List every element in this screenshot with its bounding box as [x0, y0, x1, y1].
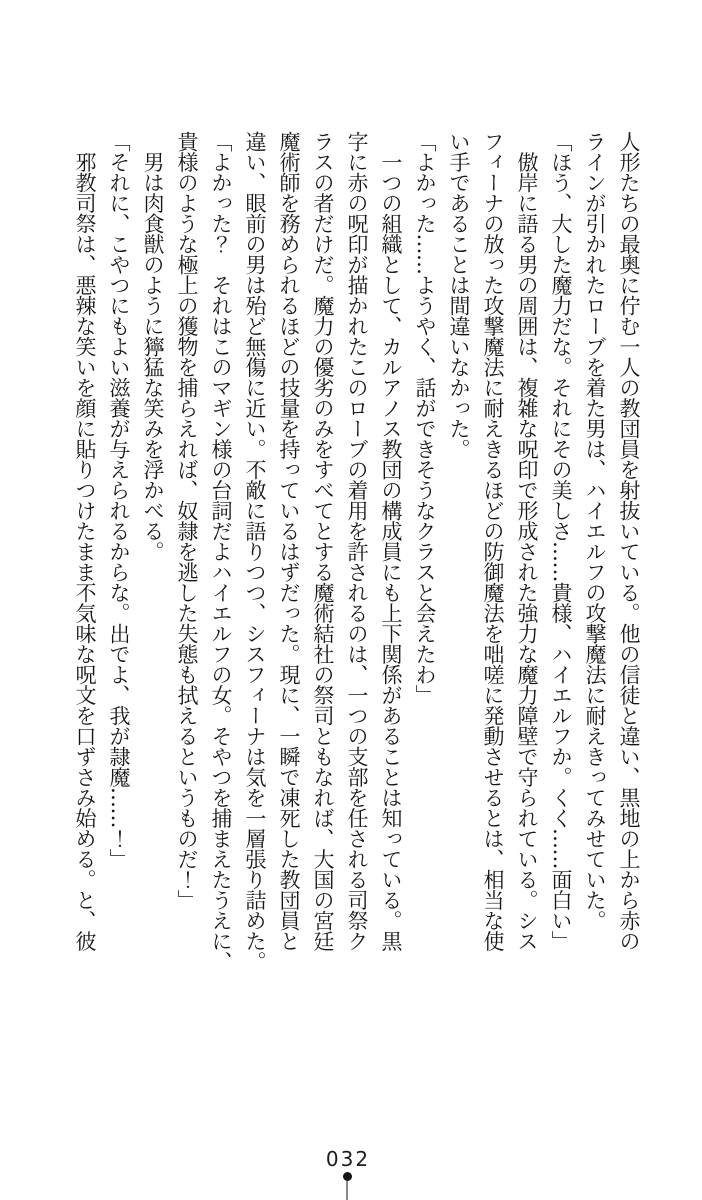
- text-line: い手であることは間違いなかった。: [447, 131, 471, 459]
- text-line: 字に赤の呪印が描かれたこのローブの着用を許されるのは、一つの支部を任される司祭ク: [345, 131, 369, 951]
- text-line: 男は肉食獣のように獰猛な笑みを浮かべる。: [141, 131, 165, 562]
- text-line: 一つの組織として、カルアノス教団の構成員にも上下関係があることは知っている。黒: [379, 131, 403, 951]
- text-line: ラスの者だけだ。魔力の優劣のみをすべてとする魔術結社の祭司ともなれば、大国の宮廷: [311, 131, 335, 951]
- footer-dot: [343, 1172, 352, 1181]
- text-block: [68, 131, 646, 979]
- text-line: 「よかった？ それはこのマギン様の台詞だよハイエルフの女。そやつを捕まえたうえに、: [209, 131, 233, 972]
- text-line: フィーナの放った攻撃魔法に耐えきるほどの防御魔法を咄嗟に発動させるとは、相当な使: [481, 131, 505, 951]
- text-line: 人形たちの最奥に佇む一人の教団員を射抜いている。他の信徒と違い、黒地の上から赤の: [617, 131, 641, 951]
- text-line: 魔術師を務められるほどの技量を持っているはずだった。現に、一瞬で凍死した教団員と: [277, 131, 301, 951]
- text-line: 「よかった……ようやく、話ができそうなクラスと会えたわ」: [413, 131, 437, 705]
- text-line: 傲岸に語る男の周囲は、複雑な呪印で形成された強力な魔力障壁で守られている。シス: [515, 131, 539, 951]
- footer-rule: [346, 1181, 348, 1200]
- text-line: 「それに、こやつにもよい滋養が与えられるからな。出でよ、我が隷魔……！」: [107, 131, 131, 869]
- text-line: 貴様のような極上の獲物を捕らえれば、奴隷を逃した失態も拭えるというものだ！」: [175, 131, 199, 910]
- text-line: 違い、眼前の男は殆ど無傷に近い。不敵に語りつつ、シスフィーナは気を一層張り詰めた。: [243, 131, 267, 972]
- text-line: 邪教司祭は、悪辣な笑いを顔に貼りつけたまま不気味な呪文を口ずさみ始める。と、彼: [73, 131, 97, 951]
- text-line: 「ほう、大した魔力だな。それにその美しさ……貴様、ハイエルフか。くく……面白い」: [549, 131, 573, 951]
- text-line: ラインが引かれたローブを着た男は、ハイエルフの攻撃魔法に耐えきってみせていた。: [583, 131, 607, 931]
- page-number: 032: [325, 1147, 371, 1171]
